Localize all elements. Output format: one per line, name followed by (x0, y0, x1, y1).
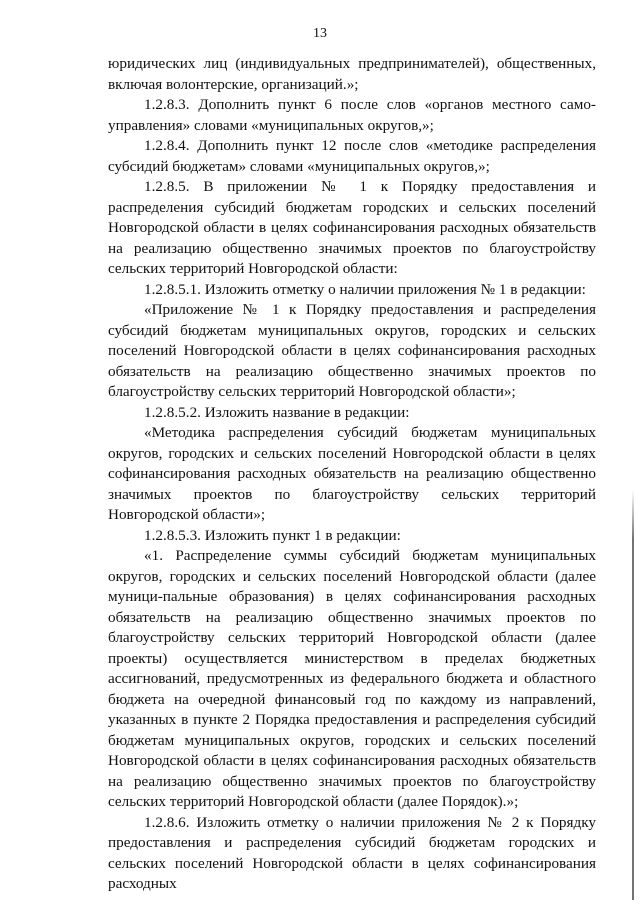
paragraph-1-2-8-5-1: 1.2.8.5.1. Изложить отметку о наличии приложения № 1 в редакции: (144, 280, 586, 298)
document-body (108, 54, 596, 895)
paragraph-1-2-8-5: 1.2.8.5. В приложении № 1 к Порядку предоставления и распределения субсидий бюджетам городских и сельских поселений Новгородской области в целях софинансирования расходных обязательств на реализацию общественно значимых проектов по благоустройству сельских территорий Новгородской области: (108, 178, 596, 277)
quoted-methodology-title: «Методика распределения субсидий бюджетам муниципальных округов, городских и сельских поселений Новгородской области в целях софинансирования расходных обязательств на реализацию общественно значимых проектов по благоустройству сельских территорий Новгородской области»; (108, 424, 596, 523)
paragraph-1-2-8-4: 1.2.8.4. Дополнить пункт 12 после слов «методике распределения субсидий бюджетам» словами «муниципальных округов,»; (108, 137, 596, 175)
scan-edge-shadow (632, 490, 634, 900)
paragraph-1-2-8-6: 1.2.8.6. Изложить отметку о наличии приложения № 2 к Порядку предоставления и распределения субсидий бюджетам городских и сельских поселений Новгородской области в целях софинансирования расходных (108, 813, 596, 892)
quoted-point-1: «1. Распределение суммы субсидий бюджетам муниципальных округов, городских и сельских поселений Новгородской области (далее муници-пальные образования) в целях софинансирования расходных обязательств на реализацию общественно значимых проектов по благоустройству сельских территорий Новгородской области (далее проекты) осуществляется министерством в пределах бюджетных ассигнований, предусмотренных из федерального бюджета и областного бюджета на очередной финансовый год по каждому из направлений, указанных в пункте 2 Порядка предоставления и распределения субсидий бюджетам муниципальных округов, городских и сельских поселений Новгородской области в целях софинансирования расходных обязательств на реализацию общественно значимых проектов по благоустройству сельских территорий Новгородской области (далее Порядок).»; (108, 547, 596, 810)
paragraph-continuation: юридических лиц (индивидуальных предпринимателей), общественных, включая волонтерские, организаций.»; (108, 55, 596, 93)
paragraph-1-2-8-5-3: 1.2.8.5.3. Изложить пункт 1 в редакции: (144, 526, 401, 544)
page-number: 13 (313, 26, 327, 41)
quoted-appendix-mark: «Приложение № 1 к Порядку предоставления и распределения субсидий бюджетам муниципальных округов, городских и сельских поселений Новгородской области в целях софинансирования расходных обязательств на реализацию общественно значимых проектов по благоустройству сельских территорий Новгородской области»; (108, 301, 596, 400)
paragraph-1-2-8-5-2: 1.2.8.5.2. Изложить название в редакции: (144, 403, 410, 421)
paragraph-1-2-8-3: 1.2.8.3. Дополнить пункт 6 после слов «органов местного само-управления» словами «муниципальных округов,»; (108, 96, 596, 134)
